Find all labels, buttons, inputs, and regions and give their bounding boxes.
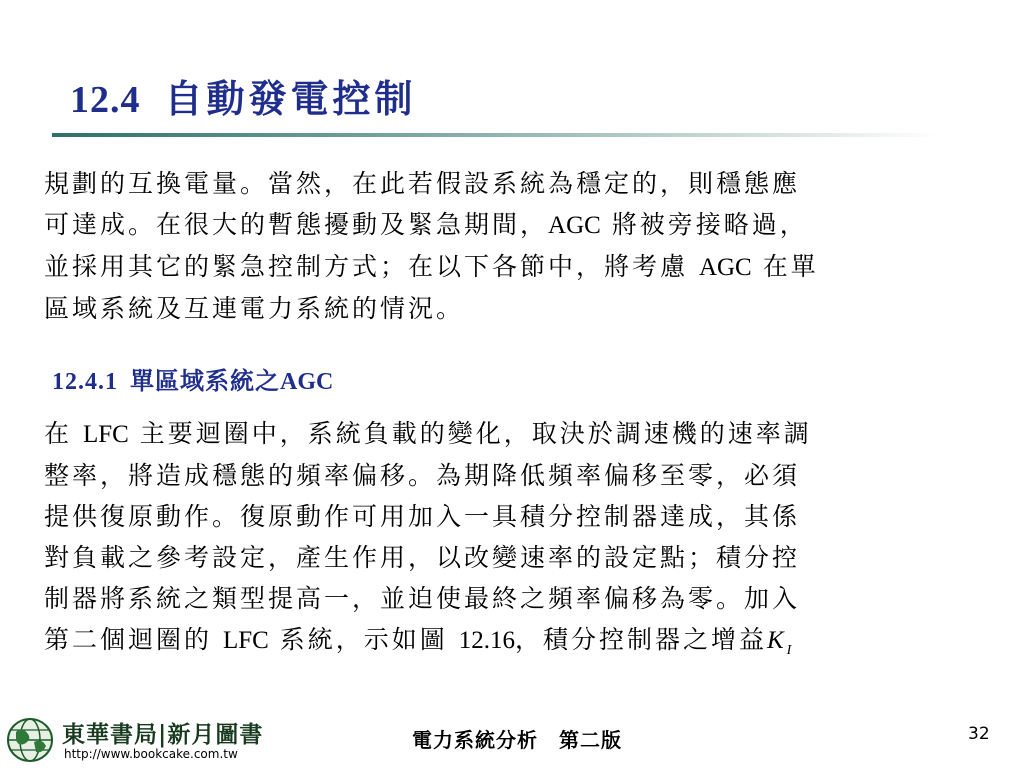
paragraph-line: 並採用其它的緊急控制方式；在以下各節中，將考慮 AGC 在單 (44, 252, 819, 281)
publisher-logo (4, 714, 272, 764)
subsection-number: 12.4.1 (52, 369, 118, 395)
paragraph-line: 對負載之參考設定，產生作用，以改變速率的設定點；積分控 (44, 543, 801, 572)
paragraph-line: 第二個迴圈的 LFC 系統，示如圖 12.16，積分控制器之增益$K_I$ (44, 625, 795, 658)
publisher-url: http://www.bookcake.com.tw (64, 747, 238, 761)
subsection-title: 單區域系統之 (130, 366, 280, 395)
subsection-title-latin: AGC (280, 369, 334, 395)
gain-symbol: $K_I$ (766, 627, 795, 658)
subsection-heading (52, 361, 333, 396)
section-title: 自動發電控制 (164, 76, 417, 121)
page-number: 32 (968, 724, 990, 744)
section-number: 12.4 (70, 79, 141, 121)
globe-icon (4, 714, 56, 764)
body-paragraph (44, 413, 984, 671)
paragraph-line: 可達成。在很大的暫態擾動及緊急期間，AGC 將被旁接略過， (44, 210, 808, 239)
paragraph-line: 提供復原動作。復原動作可用加入一具積分控制器達成，其係 (44, 502, 801, 531)
book-title: 電力系統分析 第二版 (412, 728, 622, 752)
paragraph-line: 區域系統及互連電力系統的情況。 (44, 294, 465, 323)
publisher-name: 東華書局|新月圖書 (62, 721, 264, 748)
intro-paragraph (44, 163, 984, 329)
paragraph-line: 整率，將造成穩態的頻率偏移。為期降低頻率偏移至零，必須 (44, 461, 801, 490)
slide-title (70, 68, 417, 123)
title-divider (52, 133, 940, 137)
paragraph-line: 在 LFC 主要迴圈中，系統負載的變化，取決於調速機的速率調 (44, 419, 812, 448)
paragraph-line: 制器將系統之類型提高一，並迫使最終之頻率偏移為零。加入 (44, 584, 801, 613)
paragraph-line: 規劃的互換電量。當然，在此若假設系統為穩定的，則穩態應 (44, 169, 801, 198)
